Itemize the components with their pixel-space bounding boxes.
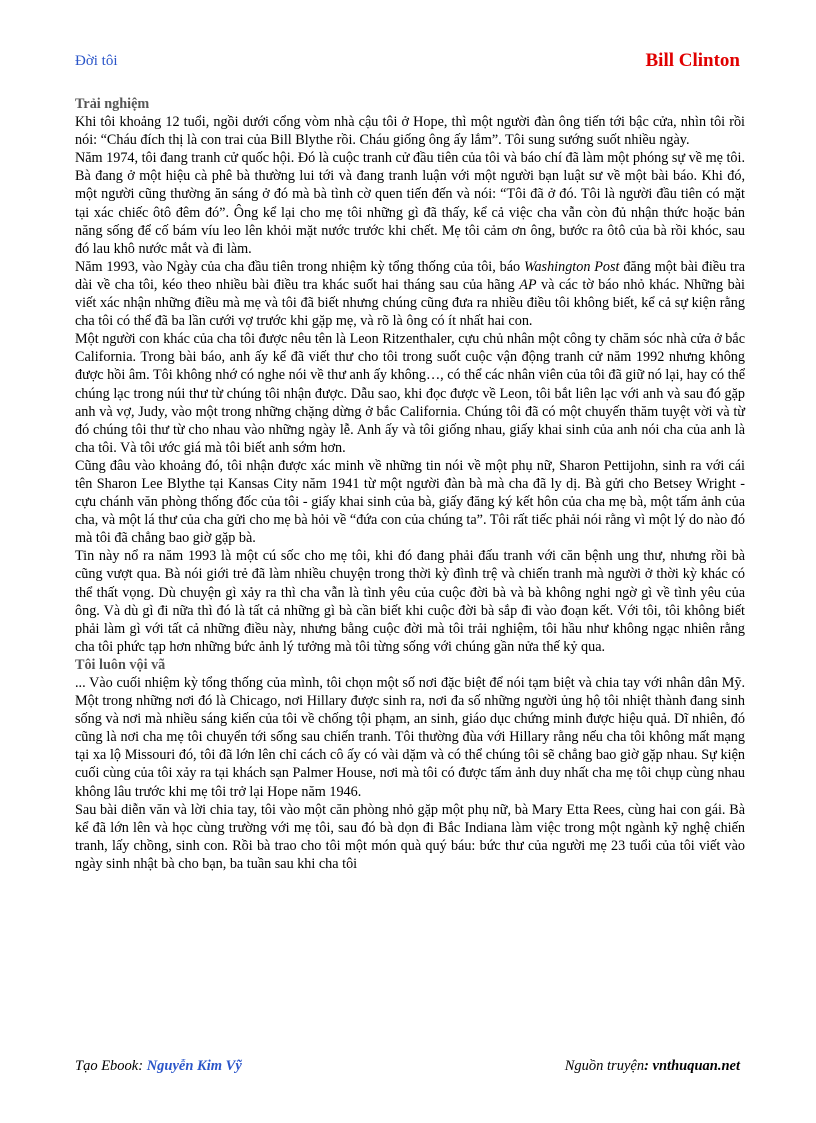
source-separator: : bbox=[644, 1058, 653, 1074]
paragraph: Một người con khác của cha tôi được nêu tên là Leon Ritzenthaler, cựu chủ nhân một công ty chăm sóc nhà cửa ở bắc California. Trong bài báo, anh ấy kể đã viết thư cho tôi trong suốt cuộc vận động tranh cử năm 1992 nhưng không được hồi âm. Tôi không nhớ có nghe nói về thư anh ấy không…, có thể các nhân viên của tôi đã giữ nó lại, hay có thể chúng lạc trong núi thư từ chúng tôi nhận được. Dẫu sao, khi đọc được về Leon, tôi bắt liên lạc với anh và sau đó gặp anh và vợ, Judy, vào một trong những chặng dừng ở bắc California. Chúng tôi đã có một chuyến thăm tuyệt vời và từ đó chúng tôi thư từ cho nhau vào những ngày lễ. Anh ấy và tôi giống nhau, giấy khai sinh của anh nói cha của anh là cha tôi. Và tôi ước giá mà tôi biết anh sớm hơn. bbox=[75, 331, 745, 456]
section-title-trai-nghiem: Trải nghiệm bbox=[75, 96, 150, 112]
page-footer bbox=[75, 1058, 740, 1076]
agency-name: AP bbox=[519, 276, 537, 293]
creator-name: Nguyễn Kim Vỹ bbox=[146, 1058, 242, 1074]
author-name: Bill Clinton bbox=[645, 50, 740, 71]
ebook-creator bbox=[75, 1058, 242, 1075]
book-title: Đời tôi bbox=[75, 53, 118, 69]
paragraph bbox=[75, 258, 745, 330]
section-title-toi-luon-voi-va: Tôi luôn vội vã bbox=[75, 656, 166, 673]
paragraph-text: Năm 1993, vào Ngày của cha đầu tiên trong nhiệm kỳ tổng thống của tôi, báo bbox=[75, 258, 524, 275]
paragraph-text: và các tờ báo nhỏ khác. Những bài viết xác nhận những điều mà mẹ và tôi đã biết nhưng chúng cũng đưa ra nhiều điều tôi không biết, kể cả sự kiện rằng cha tôi có thể đã ba lần cưới vợ trước khi gặp mẹ, và rõ là ông có ít nhất hai con. bbox=[75, 276, 745, 330]
creator-label: Tạo Ebook bbox=[75, 1058, 139, 1074]
story-source bbox=[565, 1058, 740, 1075]
page-header bbox=[75, 50, 740, 74]
paragraph: Cũng đâu vào khoảng đó, tôi nhận được xác minh về những tin nói về một phụ nữ, Sharon Pettijohn, sinh ra với cái tên Sharon Lee Blythe tại Kansas City năm 1941 từ một người đàn bà mà cha đã ly dị. Bà gửi cho Betsey Wright - cựu chánh văn phòng thống đốc của tôi - giấy khai sinh của bà, giấy đăng ký kết hôn của cha mẹ bà, một tấm ảnh của cha, và một lá thư của cha gửi cho mẹ bà hỏi về “đứa con của chúng ta”. Tôi rất tiếc phải nói rằng vì một lý do nào đó mà tôi đã chẳng bao giờ gặp bà. bbox=[75, 457, 745, 547]
paragraph: Sau bài diễn văn và lời chia tay, tôi vào một căn phòng nhỏ gặp một phụ nữ, bà Mary Etta Rees, cùng hai con gái. Bà kể đã lớn lên và học cùng trường với mẹ tôi, sau đó bà dọn đi Bắc Indiana làm việc trong một ngành kỹ nghệ chiến tranh, lấy chồng, sinh con. Rồi bà trao cho tôi một món quà quý báu: bức thư của người mẹ 23 tuổi của tôi viết vào ngày sinh nhật bà cho bạn, ba tuần sau khi cha tôi bbox=[75, 801, 745, 872]
paragraph: Năm 1974, tôi đang tranh cử quốc hội. Đó là cuộc tranh cử đầu tiên của tôi và báo chí đã làm một phóng sự về mẹ tôi. Bà đang ở một hiệu cà phê bà thường lui tới và đang tranh luận với một người bạn luật sư về một bài báo. Khi đó, một người cũng thường ăn sáng ở đó mà bà tình cờ quen tiến đến và nói: “Tôi đã ở đó. Tôi là người đầu tiên có mặt tại xác chiếc ôtô đêm đó”. Ông kể lại cho mẹ tôi những gì đã thấy, kể cả việc cha vẫn còn đủ nhận thức hoặc bản năng sống để cố bám víu leo lên khỏi mặt nước trước khi chết. Mẹ tôi cảm ơn ông, bước ra ôtô của bà rồi khóc, sau đó lau khô nước mắt và đi làm. bbox=[75, 150, 746, 257]
paragraph-text: đăng một bài điều tra dài về cha tôi, kéo theo nhiều bài điều tra khác suốt hai tháng sau của hãng bbox=[75, 258, 745, 293]
paragraph: Khi tôi khoảng 12 tuổi, ngồi dưới cổng vòm nhà cậu tôi ở Hope, thì một người đàn ông tiến tới bậc cửa, nhìn tôi rồi nói: “Cháu đích thị là con trai của Bill Blythe rồi. Cháu giống ông ấy lắm”. Tôi sung sướng suốt nhiều ngày. bbox=[75, 114, 745, 149]
newspaper-name: Washington Post bbox=[523, 258, 620, 275]
page-body bbox=[75, 95, 745, 873]
source-label: Nguồn truyện bbox=[564, 1058, 645, 1074]
source-name: vnthuquan.net bbox=[652, 1058, 740, 1074]
creator-separator: : bbox=[138, 1058, 147, 1074]
paragraph: ... Vào cuối nhiệm kỳ tổng thống của mình, tôi chọn một số nơi đặc biệt để nói tạm biệt và chia tay với nhân dân Mỹ. Một trong những nơi đó là Chicago, nơi Hillary được sinh ra, nơi đa số những người ủng hộ tôi nhiệt thành đang sinh sống và nơi mà nhiều sáng kiến của tôi về chống tội phạm, an sinh, giáo dục chứng minh được hiệu quả. Dĩ nhiên, đó cũng là nơi cha mẹ tôi chuyển tới sống sau chiến tranh. Tôi thường đùa với Hillary rằng nếu cha tôi không mất mạng tại xa lộ Missouri đó, tôi đã lớn lên chỉ cách cô ấy có vài dặm và có thể chúng tôi sẽ chẳng bao giờ gặp nhau. Sự kiện cuối cùng của tôi xảy ra tại khách sạn Palmer House, nơi mà tôi có được tấm ảnh duy nhất cha mẹ tôi chụp cùng nhau không lâu trước khi mẹ tôi trở lại Hope năm 1946. bbox=[75, 675, 745, 800]
paragraph: Tin này nổ ra năm 1993 là một cú sốc cho mẹ tôi, khi đó đang phải đấu tranh với căn bệnh ung thư, nhưng rồi bà cũng vượt qua. Bà nói giới trẻ đã làm nhiều chuyện trong thời kỳ đình trệ và chiến tranh mà người ở thời kỳ khác có thể thất vọng. Dù chuyện gì xảy ra thì cha vẫn là tình yêu của cuộc đời bà và bà không nghi ngờ gì về tình yêu của ông. Và dù gì đi nữa thì đó là tất cả những gì bà cần biết khi cuộc đời bà sắp đi vào đoạn kết. Với tôi, tôi không biết phải làm gì với tất cả những điều này, nhưng bằng cuộc đời mà tôi trải nghiệm, tôi hầu như không ngạc nhiên rằng cha tôi phức tạp hơn những bức ảnh lý tưởng mà tôi từng sống với chúng gần nửa thế kỷ qua. bbox=[75, 548, 745, 655]
